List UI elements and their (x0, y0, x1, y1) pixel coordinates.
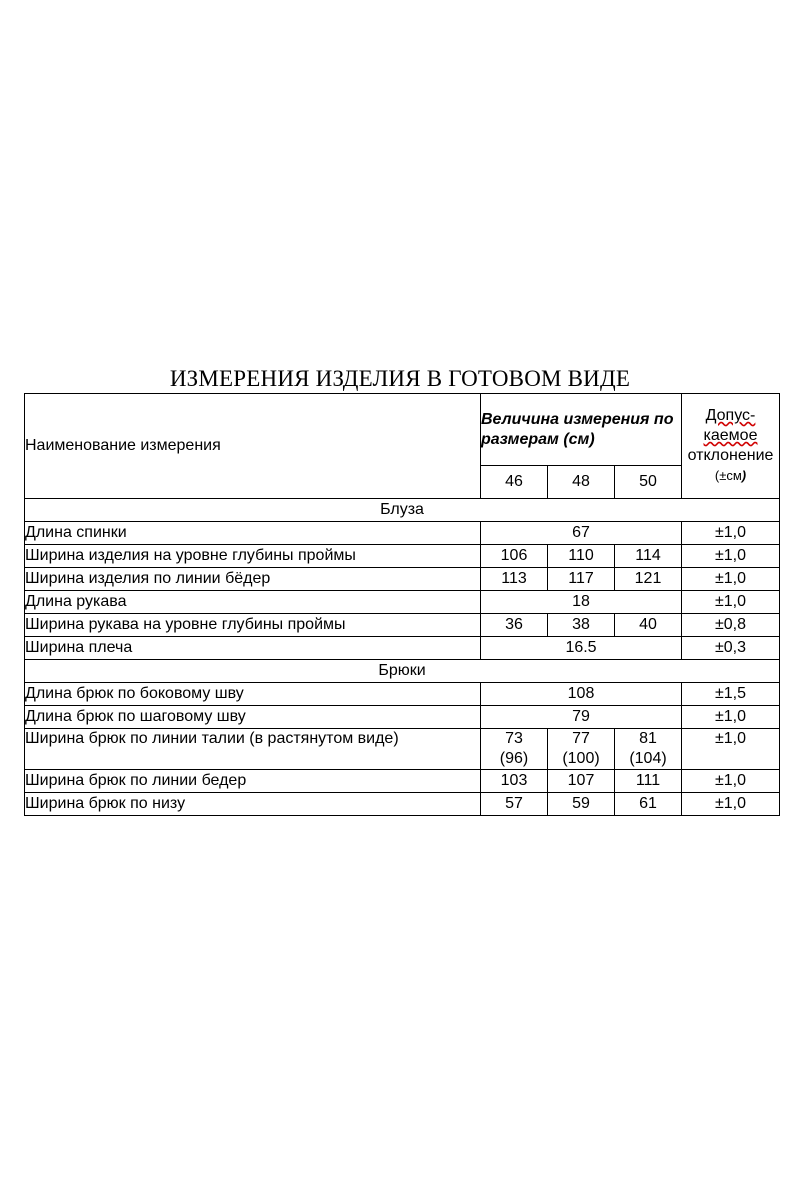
size-46: 46 (481, 466, 548, 499)
row-name: Ширина брюк по линии бедер (25, 770, 481, 793)
section-title-trousers: Брюки (25, 660, 780, 683)
value-stretched: (100) (562, 750, 600, 767)
row-name: Ширина брюк по линии талии (в растянутом виде) (25, 729, 481, 770)
row-value-48 (548, 729, 615, 770)
row-value-merged: 67 (481, 522, 682, 545)
row-name: Длина рукава (25, 591, 481, 614)
row-value-50: 40 (615, 614, 682, 637)
row-tolerance: ±1,0 (682, 729, 780, 770)
row-value-merged: 16.5 (481, 637, 682, 660)
value-primary: 77 (572, 730, 590, 747)
header-tol-line1: Допус- (705, 407, 756, 424)
table-row (25, 568, 780, 591)
row-value-48: 59 (548, 793, 615, 816)
row-tolerance: ±1,0 (682, 793, 780, 816)
row-name: Ширина рукава на уровне глубины проймы (25, 614, 481, 637)
table-row (25, 522, 780, 545)
table-row (25, 683, 780, 706)
row-name: Ширина изделия по линии бёдер (25, 568, 481, 591)
row-name: Ширина плеча (25, 637, 481, 660)
table-row (25, 729, 780, 770)
table-row (25, 591, 780, 614)
header-size-line1: Величина измерения по (481, 410, 674, 428)
header-tol-line4: (±см (714, 468, 742, 483)
value-stretched: (104) (629, 750, 667, 767)
row-value-merged: 79 (481, 706, 682, 729)
header-size-column (481, 394, 682, 466)
table-row (25, 637, 780, 660)
row-name: Длина брюк по боковому шву (25, 683, 481, 706)
row-tolerance: ±1,0 (682, 770, 780, 793)
row-name: Длина брюк по шаговому шву (25, 706, 481, 729)
row-tolerance: ±1,5 (682, 683, 780, 706)
row-value-48: 107 (548, 770, 615, 793)
row-value-48: 117 (548, 568, 615, 591)
row-tolerance: ±0,3 (682, 637, 780, 660)
row-value-46: 106 (481, 545, 548, 568)
row-value-50: 114 (615, 545, 682, 568)
table-row (25, 793, 780, 816)
size-48: 48 (548, 466, 615, 499)
value-stretched: (96) (499, 750, 529, 767)
table-row (25, 706, 780, 729)
header-tol-line3: отклонение (687, 447, 774, 464)
row-tolerance: ±0,8 (682, 614, 780, 637)
header-tol-line2: каемое (703, 427, 758, 444)
row-value-50: 111 (615, 770, 682, 793)
value-primary: 81 (639, 730, 657, 747)
header-name-column: Наименование измерения (25, 394, 481, 499)
header-tolerance-column (682, 394, 780, 499)
row-value-merged: 18 (481, 591, 682, 614)
table-row (25, 614, 780, 637)
row-value-46: 113 (481, 568, 548, 591)
row-value-46: 103 (481, 770, 548, 793)
row-value-48: 38 (548, 614, 615, 637)
row-value-50: 61 (615, 793, 682, 816)
row-tolerance: ±1,0 (682, 568, 780, 591)
row-value-merged: 108 (481, 683, 682, 706)
row-value-46: 57 (481, 793, 548, 816)
size-50: 50 (615, 466, 682, 499)
row-tolerance: ±1,0 (682, 545, 780, 568)
row-value-46 (481, 729, 548, 770)
row-name: Длина спинки (25, 522, 481, 545)
row-name: Ширина брюк по низу (25, 793, 481, 816)
row-value-50: 121 (615, 568, 682, 591)
row-tolerance: ±1,0 (682, 522, 780, 545)
page-title: ИЗМЕРЕНИЯ ИЗДЕЛИЯ В ГОТОВОМ ВИДЕ (169, 366, 631, 391)
header-tol-paren: ) (741, 468, 747, 483)
value-primary: 73 (505, 730, 523, 747)
section-title-blouse: Блуза (25, 499, 780, 522)
table-row (25, 545, 780, 568)
row-tolerance: ±1,0 (682, 706, 780, 729)
row-value-48: 110 (548, 545, 615, 568)
row-value-46: 36 (481, 614, 548, 637)
row-name: Ширина изделия на уровне глубины проймы (25, 545, 481, 568)
header-size-line2: размерам (см) (481, 430, 595, 448)
row-value-50 (615, 729, 682, 770)
measurements-table (24, 393, 780, 816)
row-tolerance: ±1,0 (682, 591, 780, 614)
table-row (25, 770, 780, 793)
